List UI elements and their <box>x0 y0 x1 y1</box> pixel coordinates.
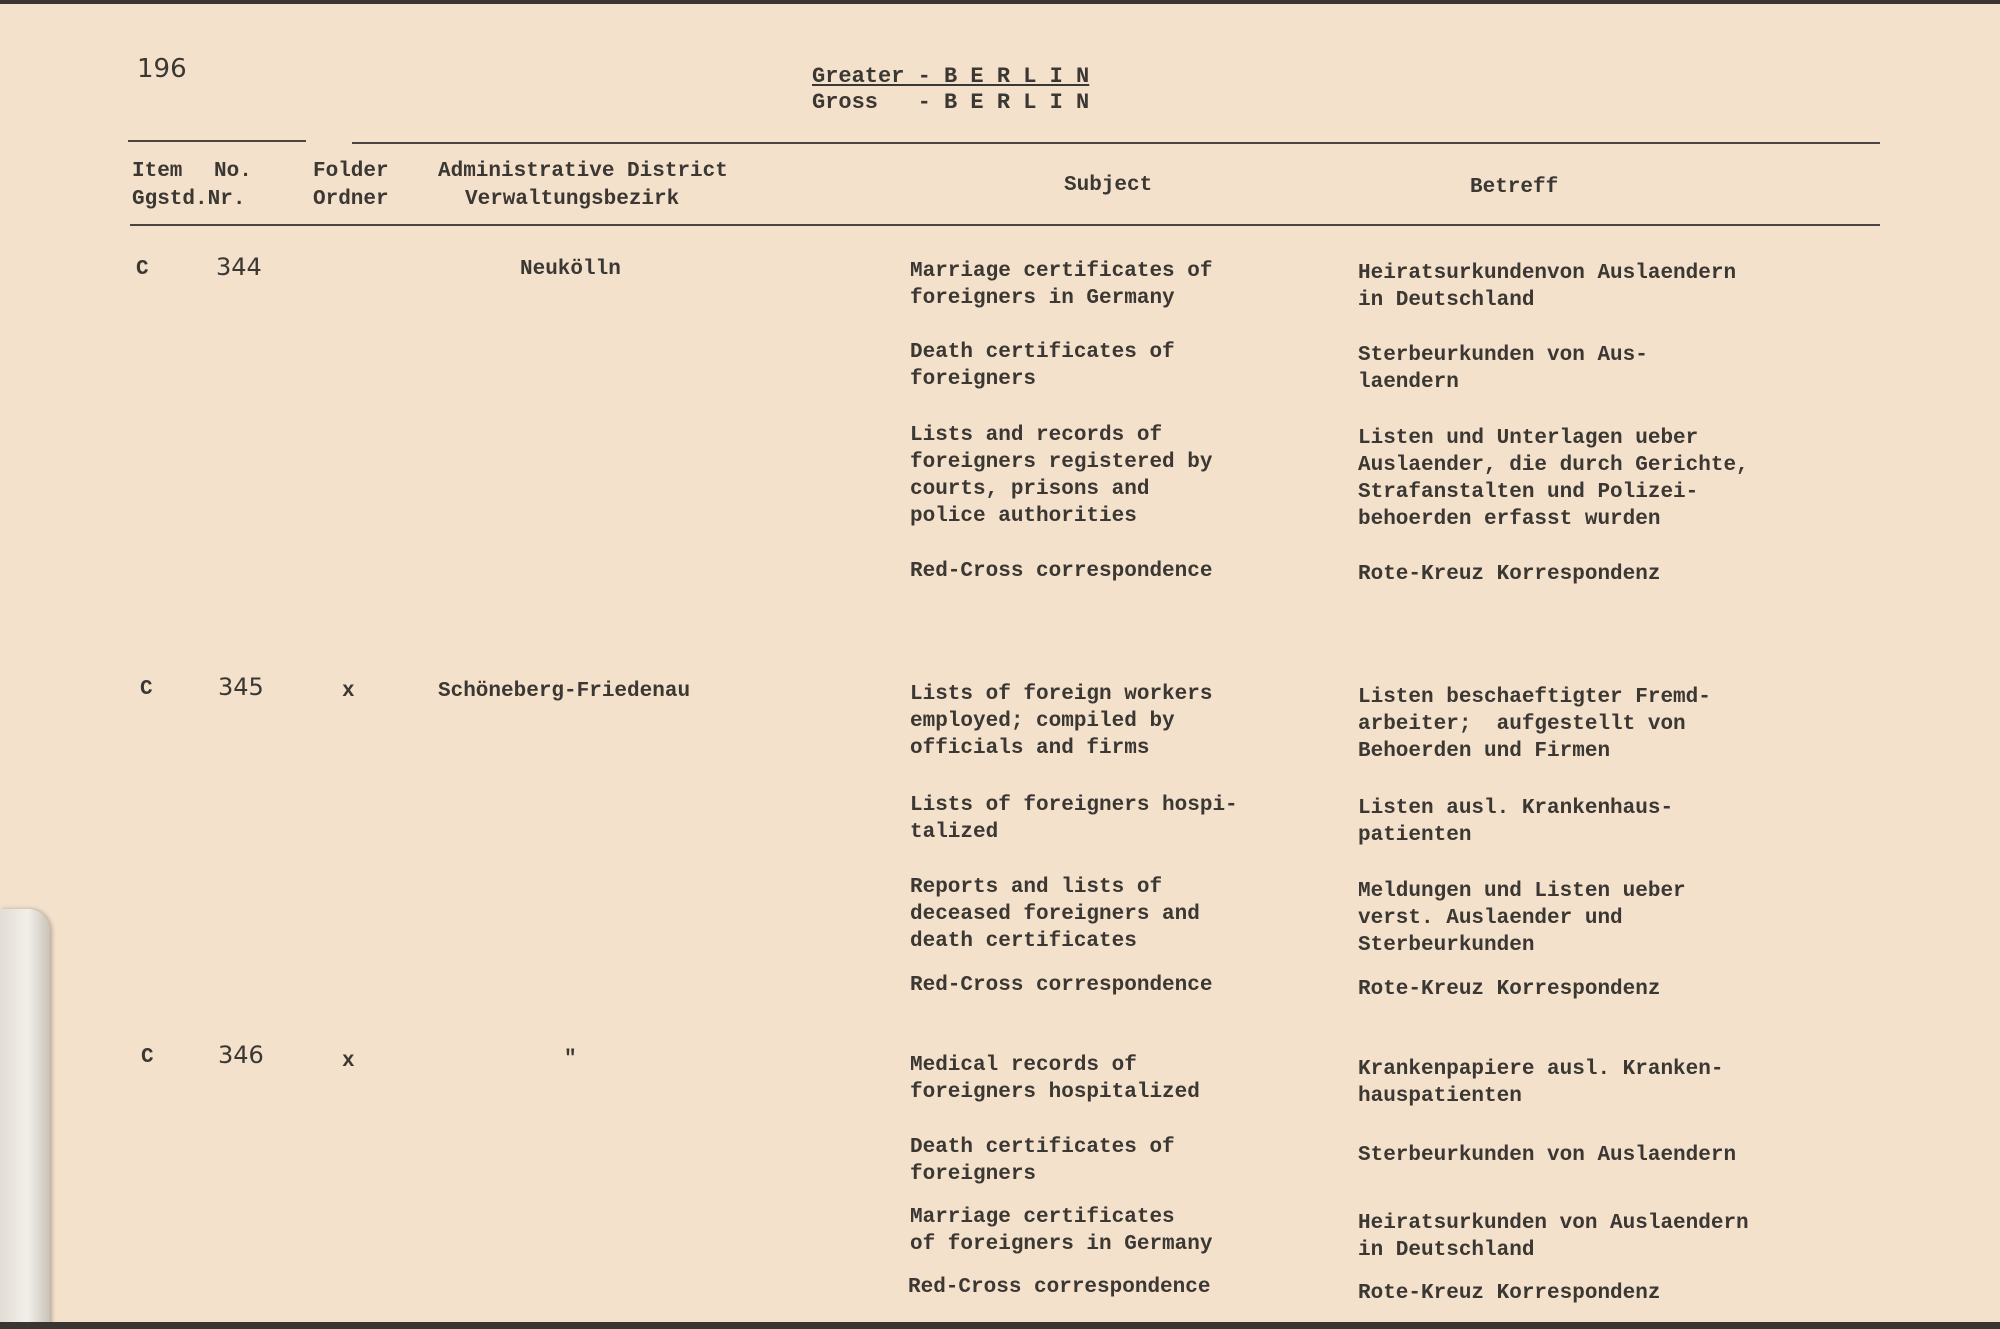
group-345-subject-1: Lists of foreign workers employed; compiled by officials and firms <box>910 683 1213 760</box>
title-english: Greater - B E R L I N <box>812 64 1090 89</box>
header-top-rule-left <box>128 140 306 142</box>
group-346-betreff-4: Rote-Kreuz Korrespondenz <box>1358 1282 1661 1305</box>
group-344-subject-3: Lists and records of foreigners registered by courts, prisons and police authorities <box>910 424 1213 528</box>
binder-tab <box>0 909 50 1322</box>
document-page <box>0 4 2000 1322</box>
group-345-betreff-3: Meldungen und Listen ueber verst. Auslaender und Sterbeurkunden <box>1358 880 1686 957</box>
header-item-de: Ggstd.Nr. <box>132 188 246 211</box>
group-344-subject-1: Marriage certificates of foreigners in Germany <box>910 260 1213 310</box>
group-345-district: Schöneberg-Friedenau <box>438 680 691 703</box>
group-345-subject-4: Red-Cross correspondence <box>910 974 1213 997</box>
group-344-betreff-1: Heiratsurkundenvon Auslaendern in Deutschland <box>1358 262 1737 312</box>
group-345-subject-2: Lists of foreigners hospi- talized <box>910 794 1238 844</box>
group-345-betreff-2: Listen ausl. Krankenhaus- patienten <box>1358 797 1674 847</box>
header-subject: Subject <box>1064 174 1153 197</box>
group-346-subject-2: Death certificates of foreigners <box>910 1136 1175 1186</box>
group-344-betreff-4: Rote-Kreuz Korrespondenz <box>1358 563 1661 586</box>
header-betreff: Betreff <box>1470 176 1559 199</box>
header-item: Item <box>132 160 183 183</box>
group-344-subject-2: Death certificates of foreigners <box>910 341 1175 391</box>
group-346-item: C <box>141 1046 154 1069</box>
group-345-item: C <box>140 678 153 701</box>
group-345-number: 345 <box>218 673 264 701</box>
group-344-number: 344 <box>216 253 262 281</box>
group-344-betreff-2: Sterbeurkunden von Aus- laendern <box>1358 344 1648 394</box>
group-346-subject-4: Red-Cross correspondence <box>908 1276 1211 1299</box>
group-346-subject-3: Marriage certificates of foreigners in Germany <box>910 1206 1213 1256</box>
group-345-betreff-4: Rote-Kreuz Korrespondenz <box>1358 978 1661 1001</box>
page-number: 196 <box>137 54 187 84</box>
group-344-subject-4: Red-Cross correspondence <box>910 560 1213 583</box>
group-345-folder: x <box>342 680 355 703</box>
group-345-betreff-1: Listen beschaeftigter Fremd- arbeiter; aufgestellt von Behoerden und Firmen <box>1358 686 1711 763</box>
group-346-betreff-1: Krankenpapiere ausl. Kranken- hauspatienten <box>1358 1058 1724 1108</box>
group-346-subject-1: Medical records of foreigners hospitalized <box>910 1054 1200 1104</box>
group-344-item: C <box>136 258 149 281</box>
group-345-subject-3: Reports and lists of deceased foreigners and death certificates <box>910 876 1200 953</box>
header-district-de: Verwaltungsbezirk <box>465 188 680 211</box>
header-district: Administrative District <box>438 160 728 183</box>
group-346-folder: x <box>342 1050 355 1073</box>
header-no: No. <box>214 160 252 183</box>
group-346-betreff-2: Sterbeurkunden von Auslaendern <box>1358 1144 1737 1167</box>
header-folder-de: Ordner <box>313 188 389 211</box>
group-346-district: " <box>564 1048 577 1071</box>
group-344-district: Neukölln <box>520 258 621 281</box>
title-german: Gross - B E R L I N <box>812 90 1090 115</box>
header-folder: Folder <box>313 160 389 183</box>
group-344-betreff-3: Listen und Unterlagen ueber Auslaender, die durch Gerichte, Strafanstalten und Polizei- behoerden erfasst wurden <box>1358 427 1749 531</box>
group-346-number: 346 <box>218 1041 264 1069</box>
group-346-betreff-3: Heiratsurkunden von Auslaendern in Deutschland <box>1358 1212 1749 1262</box>
header-top-rule-right <box>352 142 1880 144</box>
header-bottom-rule <box>130 224 1880 226</box>
